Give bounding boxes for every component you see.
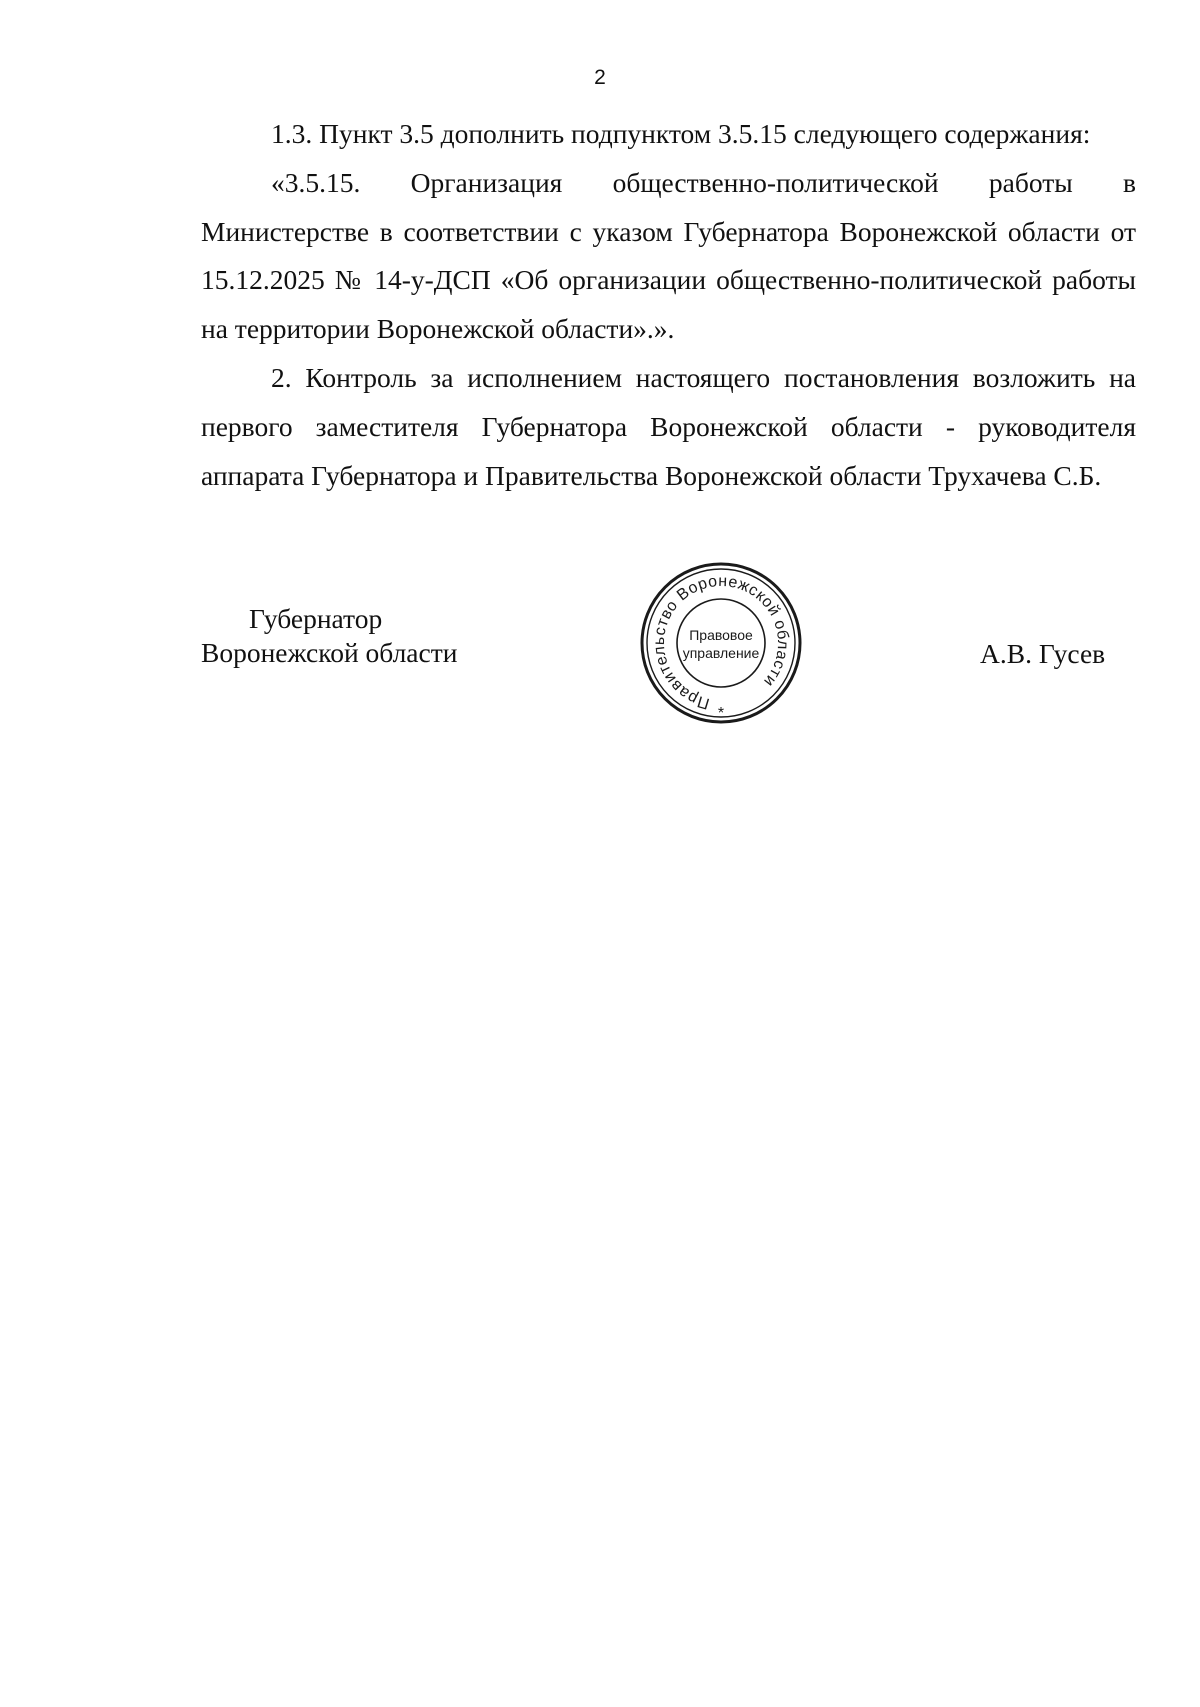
signatory-title	[201, 602, 457, 670]
stamp-inner-ring	[677, 599, 765, 687]
stamp-outer-text: Правительство Воронежской области	[650, 572, 792, 712]
stamp-second-ring	[647, 569, 795, 717]
paragraph-3-5-15: «3.5.15. Организация общественно-политической работы в Министерстве в соответствии с указом Губернатора Воронежской области от 15.12.2025 № 14-у-ДСП «Об организации общественно-политической работы на территории Воронежской области».».	[201, 166, 1136, 345]
stamp-inner-line2: управление	[682, 645, 760, 661]
document-body	[201, 110, 1136, 500]
page-number: 2	[594, 66, 606, 89]
signatory-region: Воронежской области	[201, 637, 458, 668]
stamp-star: *	[717, 705, 725, 722]
signatory-position: Губернатор	[249, 603, 383, 634]
official-stamp	[637, 558, 805, 728]
paragraph-2-control: 2. Контроль за исполнением настоящего постановления возложить на первого заместителя Губернатора Воронежской области - руководителя аппарата Губернатора и Правительства Воронежской области Трухачева С.Б.	[201, 361, 1136, 491]
paragraph-1-3: 1.3. Пункт 3.5 дополнить подпунктом 3.5.15 следующего содержания:	[271, 118, 1091, 149]
signatory-name: А.В. Гусев	[980, 638, 1106, 669]
stamp-inner-line1: Правовое	[689, 627, 753, 643]
